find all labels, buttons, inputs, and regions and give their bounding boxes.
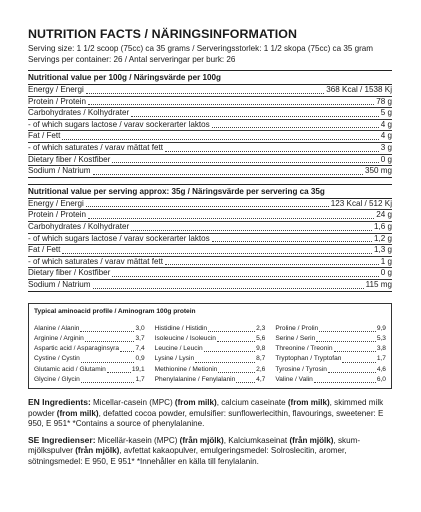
- aminoacid-label: Alanine / Alanin: [34, 324, 80, 332]
- aminoacid-value: 9,8: [256, 345, 266, 353]
- aminoacid-item: [275, 365, 386, 375]
- aminoacid-label: Leucine / Leucin: [154, 345, 203, 353]
- dot-leader: [212, 241, 372, 242]
- nutrient-value: 4 g: [380, 119, 392, 129]
- nutrient-label: Dietary fiber / Kostfiber: [28, 154, 111, 164]
- nutrient-value: 368 Kcal / 1538 Kj: [326, 85, 392, 94]
- nutrient-value: 1,6 g: [373, 221, 392, 231]
- aminoacid-label: Glutamic acid / Glutamin: [34, 365, 106, 373]
- dot-leader: [204, 351, 255, 352]
- aminoacid-item: [34, 375, 145, 385]
- per-serving-table: [28, 184, 392, 292]
- dot-leader: [120, 351, 134, 352]
- nutrient-row: [28, 210, 392, 222]
- nutrient-row: [28, 108, 392, 120]
- nutrient-row: [28, 120, 392, 132]
- nutrient-label: Fat / Fett: [28, 245, 61, 255]
- nutrient-row: [28, 97, 392, 109]
- dot-leader: [86, 206, 329, 207]
- nutrient-value: 4 g: [380, 131, 392, 141]
- nutrient-label: Dietary fiber / Kostfiber: [28, 268, 111, 278]
- dot-leader: [107, 372, 131, 373]
- dot-leader: [236, 382, 255, 383]
- dot-leader: [88, 218, 374, 219]
- nutrient-label: Carbohydrates / Kolhydrater: [28, 221, 130, 231]
- aminoacid-value: 4,6: [376, 365, 386, 373]
- aminoacid-item: [155, 375, 266, 385]
- aminoacid-item: [155, 334, 266, 344]
- dot-leader: [319, 331, 376, 332]
- aminoacid-item: [275, 344, 386, 354]
- nutrient-row: [28, 85, 392, 97]
- dot-leader: [328, 372, 376, 373]
- dot-leader: [195, 362, 255, 363]
- aminoacid-label: Glycine / Glycin: [34, 375, 80, 383]
- nutrient-value: 1 g: [380, 256, 392, 266]
- aminoacid-value: 3,7: [135, 334, 145, 342]
- aminoacid-value: 1,7: [135, 375, 145, 383]
- aminoacid-label: Phenylalanine / Fenylalanin: [154, 375, 236, 383]
- aminoacid-label: Valine / Valin: [275, 375, 313, 383]
- dot-leader: [212, 127, 379, 128]
- aminoacid-value: 0,9: [135, 355, 145, 363]
- aminoacid-profile: [28, 303, 392, 390]
- dot-leader: [80, 331, 134, 332]
- aminoacid-label: Histidine / Histidin: [154, 324, 208, 332]
- aminoacid-value: 8,7: [256, 355, 266, 363]
- nutrient-label: Sodium / Natrium: [28, 279, 91, 289]
- aminoacid-item: [155, 324, 266, 334]
- nutrient-value: 1,2 g: [373, 233, 392, 243]
- aminoacid-value: 19,1: [131, 365, 145, 373]
- nutrient-label: - of which sugars lactose / varav sockerarter laktos: [28, 233, 210, 243]
- nutrient-value: 24 g: [376, 210, 392, 220]
- aminoacid-item: [155, 365, 266, 375]
- dot-leader: [316, 341, 376, 342]
- dot-leader: [93, 288, 364, 289]
- aminoacid-value: 5,6: [256, 334, 266, 342]
- nutrient-value: 3 g: [380, 142, 392, 152]
- ingredients-en-lead: EN Ingredients:: [28, 397, 91, 408]
- aminoacid-item: [34, 344, 145, 354]
- nutrient-row: [28, 280, 392, 291]
- dot-leader: [93, 174, 363, 175]
- nutrient-label: Sodium / Natrium: [28, 166, 91, 176]
- nutrient-row: [28, 131, 392, 143]
- serving-size: Serving size: 1 1/2 scoop (75cc) ca 35 grams / Serveringsstorlek: 1 1/2 skopa (75cc) ca 35 gram: [28, 44, 374, 53]
- aminoacid-item: [34, 354, 145, 364]
- aminoacid-value: 9,9: [376, 324, 386, 332]
- nutrient-value: 0 g: [380, 154, 392, 164]
- ingredients: [28, 397, 392, 467]
- aminoacid-item: [155, 344, 266, 354]
- nutrient-value: 123 Kcal / 512 Kj: [330, 198, 392, 208]
- nutrient-row: [28, 222, 392, 234]
- nutrition-label: [28, 27, 392, 472]
- aminoacid-value: 3,8: [376, 345, 386, 353]
- nutrient-value: 78 g: [376, 96, 392, 106]
- aminoacid-item: [155, 354, 266, 364]
- dot-leader: [85, 341, 135, 342]
- aminoacid-label: Isoleucine / Isoleucin: [154, 334, 216, 342]
- dot-leader: [88, 104, 374, 105]
- aminoacid-item: [34, 365, 145, 375]
- nutrient-label: Carbohydrates / Kolhydrater: [28, 108, 130, 118]
- aminoacid-item: [34, 334, 145, 344]
- nutrient-label: - of which sugars lactose / varav sockerarter laktos: [28, 119, 210, 129]
- dot-leader: [334, 351, 376, 352]
- dot-leader: [62, 139, 378, 140]
- aminoacid-value: 1,7: [376, 355, 386, 363]
- aminoacid-value: 2,3: [256, 324, 266, 332]
- nutrient-row: [28, 268, 392, 280]
- nutrient-row: [28, 166, 392, 177]
- nutrient-label: - of which saturates / varav mättat fett: [28, 256, 163, 266]
- aminoacid-item: [275, 324, 386, 334]
- dot-leader: [131, 230, 372, 231]
- dot-leader: [81, 362, 135, 363]
- nutrient-value: 115 mg: [365, 279, 392, 289]
- nutrient-value: 1,3 g: [373, 245, 392, 255]
- label-title: NUTRITION FACTS / NÄRINGSINFORMATION: [28, 27, 298, 41]
- aminoacid-header: Typical aminoacid profile / Aminogram 100g protein: [34, 307, 196, 315]
- aminoacid-label: Cystine / Cystin: [34, 355, 80, 363]
- dot-leader: [112, 276, 378, 277]
- nutrient-row: [28, 143, 392, 155]
- nutrient-label: Fat / Fett: [28, 131, 61, 141]
- nutrient-row: [28, 257, 392, 269]
- nutrient-label: Energy / Energi: [28, 85, 84, 94]
- dot-leader: [131, 116, 379, 117]
- nutrient-label: Energy / Energi: [28, 198, 84, 208]
- aminoacid-item: [34, 324, 145, 334]
- nutrient-row: [28, 234, 392, 246]
- aminoacid-label: Aspartic acid / Asparaginsyra: [34, 345, 120, 353]
- aminoacid-value: 6,0: [376, 375, 386, 383]
- aminoacid-value: 4,7: [256, 375, 266, 383]
- aminoacid-value: 5,3: [376, 334, 386, 342]
- aminoacid-label: Tryptophan / Tryptofan: [275, 355, 342, 363]
- aminoacid-label: Arginine / Arginin: [34, 334, 84, 342]
- dot-leader: [217, 341, 255, 342]
- per-100g-table: [28, 70, 392, 178]
- nutrient-row: [28, 155, 392, 167]
- aminoacid-value: 3,0: [135, 324, 145, 332]
- nutrient-row: [28, 199, 392, 211]
- aminoacid-item: [275, 375, 386, 385]
- aminoacid-label: Methionine / Metionin: [154, 365, 218, 373]
- dot-leader: [208, 331, 255, 332]
- dot-leader: [314, 382, 376, 383]
- aminoacid-value: 7,4: [135, 345, 145, 353]
- aminoacid-value: 2,6: [256, 365, 266, 373]
- nutrient-label: Protein / Protein: [28, 96, 87, 106]
- ingredients-en: EN Ingredients: Micellar-casein (MPC) (from milk), calcium caseinate (from milk), skimmed milk powder (from milk), defatted cocoa powder, emulsifier: sunflowerlecithin, flavourings, sweetener: E 950, E 951* *Contains a source of phenylalanine.: [28, 397, 384, 429]
- per-serving-header: Nutritional value per serving approx: 35g / Näringsvärde per servering ca 35g: [28, 185, 392, 199]
- aminoacid-label: Tyrosine / Tyrosin: [275, 365, 327, 373]
- aminoacid-item: [275, 354, 386, 364]
- per-100g-header: Nutritional value per 100g / Näringsvärde per 100g: [28, 71, 392, 85]
- servings-per-container: Servings per container: 26 / Antal serveringar per burk: 26: [28, 55, 236, 64]
- dot-leader: [165, 264, 379, 265]
- nutrient-value: 350 mg: [365, 166, 392, 176]
- aminoacid-label: Serine / Serin: [275, 334, 316, 342]
- nutrient-value: 0 g: [380, 268, 392, 278]
- dot-leader: [165, 151, 379, 152]
- aminoacid-item: [275, 334, 386, 344]
- dot-leader: [218, 372, 255, 373]
- nutrient-value: 5 g: [380, 108, 392, 118]
- nutrient-label: Protein / Protein: [28, 210, 87, 220]
- aminoacid-label: Threonine / Treonin: [275, 345, 333, 353]
- ingredients-se-lead: SE Ingredienser:: [28, 434, 96, 445]
- dot-leader: [86, 93, 325, 94]
- nutrient-row: [28, 245, 392, 257]
- aminoacid-label: Lysine / Lysin: [154, 355, 195, 363]
- nutrient-label: - of which saturates / varav mättat fett: [28, 142, 163, 152]
- dot-leader: [62, 253, 372, 254]
- ingredients-se: SE Ingredienser: Micellär-kasein (MPC) (från mjölk), Kalciumkaseinat (från mjölk), skum-mjölkspulver (från mjölk), avfettat kakaopulver, emulgeringsmedel: Solroslecitin, aromer, sötningsmedel: E 950, E 951* *Innehåller en källa till fenylalanin.: [28, 434, 361, 466]
- dot-leader: [81, 382, 135, 383]
- aminoacid-label: Proline / Prolin: [275, 324, 319, 332]
- dot-leader: [112, 162, 378, 163]
- dot-leader: [342, 362, 375, 363]
